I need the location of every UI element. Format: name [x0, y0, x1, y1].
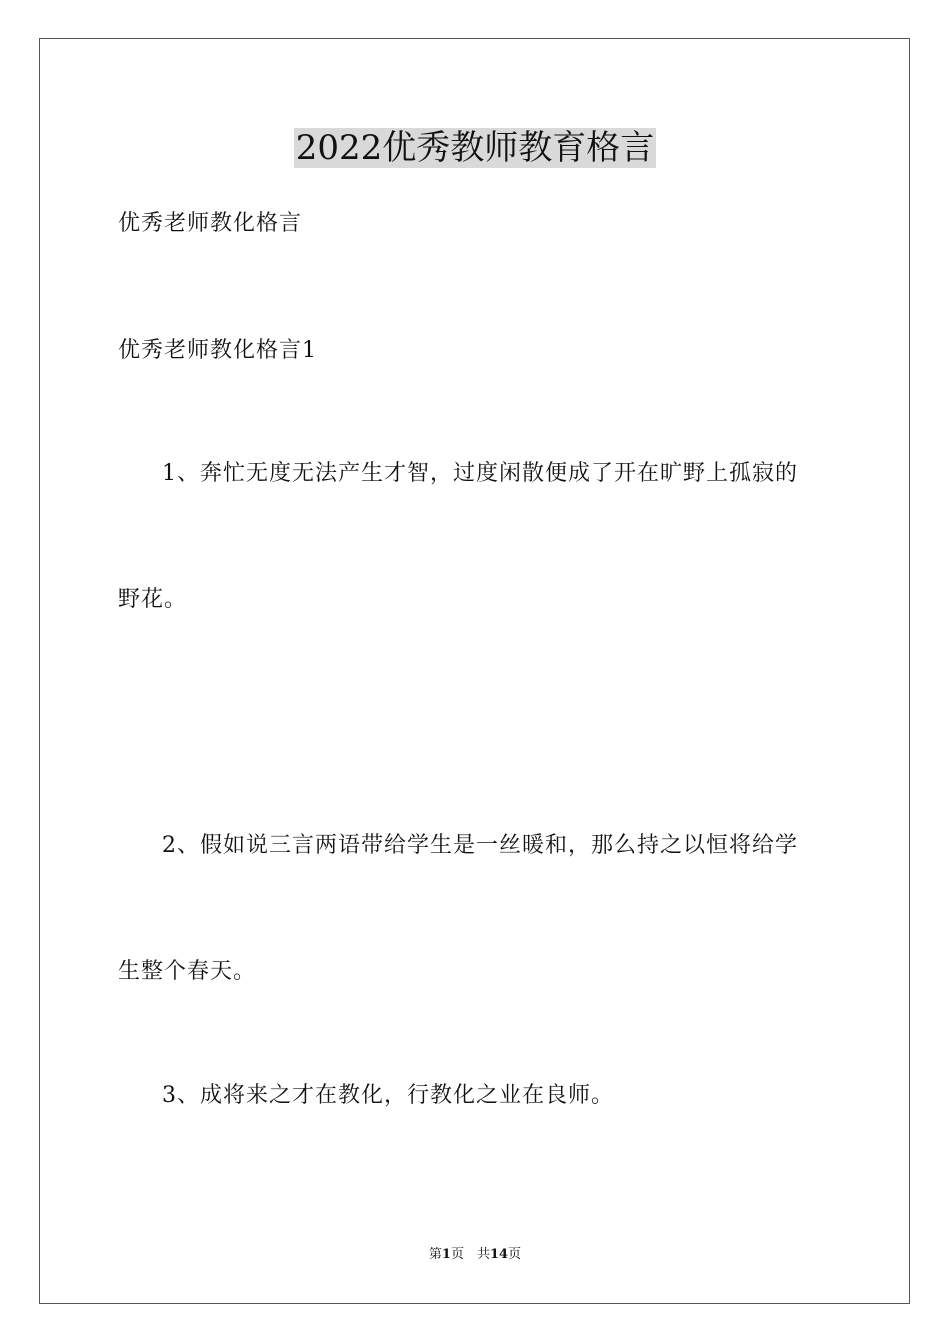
- footer-current-page: 1: [441, 1247, 451, 1262]
- list-item-1-line-1: 1、奔忙无度无法产生才智，过度闲散便成了开在旷野上孤寂的: [162, 461, 798, 486]
- page-footer: [0, 1246, 950, 1264]
- list-item-3-line-1: 3、成将来之才在教化，行教化之业在良师。: [162, 1083, 614, 1108]
- document-title-text: 2022优秀教师教育格言: [295, 128, 655, 168]
- footer-suffix: 页: [508, 1247, 522, 1262]
- list-item-2-line-2: 生整个春天。: [118, 959, 257, 984]
- list-item-1-line-2: 野花。: [118, 587, 188, 612]
- list-item-2-line-1: 2、假如说三言两语带给学生是一丝暖和，那么持之以恒将给学: [162, 833, 798, 858]
- document-title: [0, 128, 950, 168]
- footer-middle: 页 共: [450, 1247, 490, 1262]
- section-heading: 优秀老师教化格言1: [118, 338, 317, 363]
- document-subtitle: 优秀老师教化格言: [118, 211, 303, 236]
- footer-prefix: 第: [428, 1247, 442, 1262]
- footer-total-pages: 14: [489, 1247, 509, 1262]
